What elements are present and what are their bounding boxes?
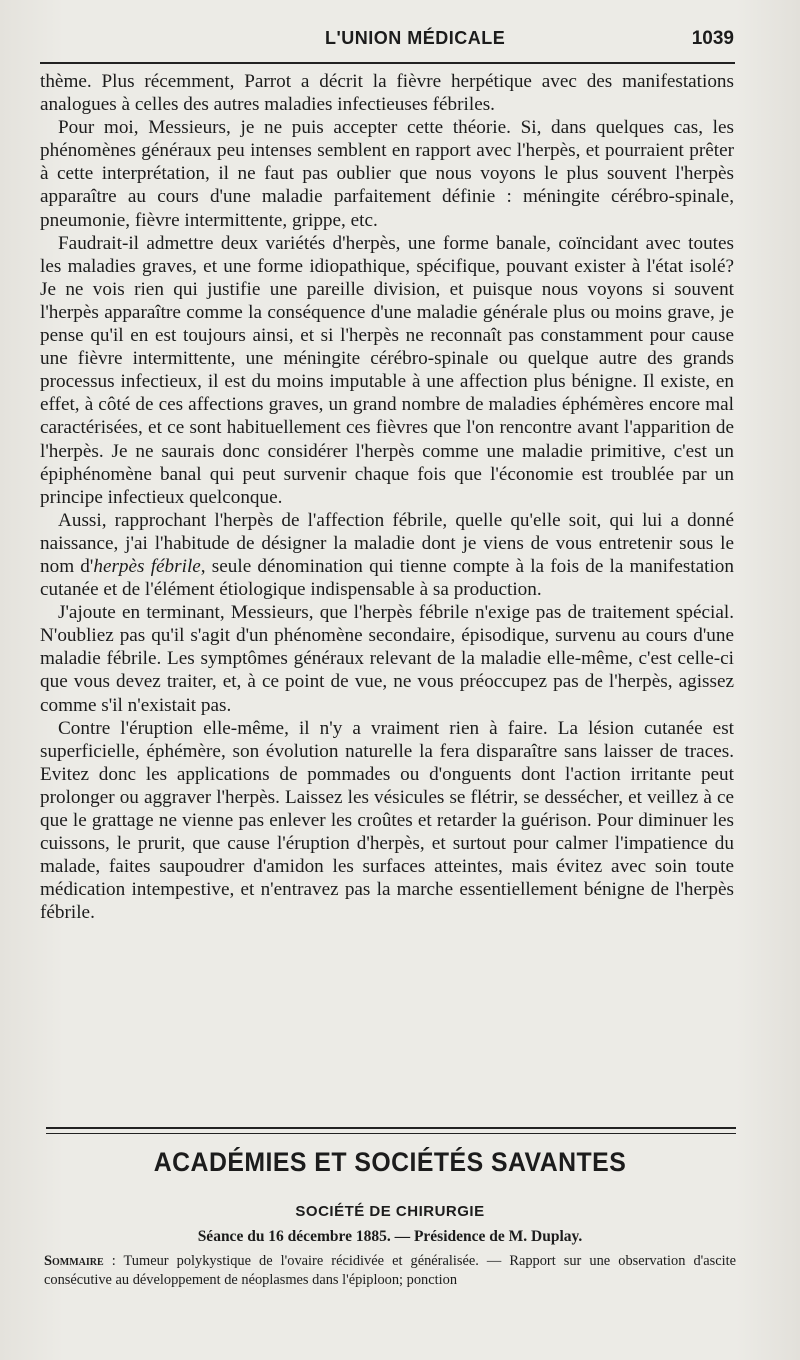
paragraph-6: Contre l'éruption elle-même, il n'y a vraiment rien à faire. La lésion cutanée est superficielle, éphémère, son évolution naturelle la fera disparaître sans laisser de traces. Evitez donc les applications de pommades ou d'onguents dont l'action irritante peut prolonger ou aggraver l'herpès. Laissez les vésicules se flétrir, se dessécher, et veillez à ce que le grattage ne vienne pas enlever les croûtes et retarder la guérison. Pour diminuer les cuissons, le prurit, que cause l'éruption d'herpès, et surtout pour calmer l'impatience du malade, faites saupoudrer d'amidon les surfaces atteintes, mais évitez avec soin toute médication intempestive, et n'entravez pas la marche essentiellement bénigne de l'herpès fébrile. [40, 717, 734, 924]
sommaire-label: Sommaire [44, 1253, 104, 1269]
section-divider-thin [46, 1133, 736, 1134]
section-divider-thick [46, 1127, 736, 1129]
society-name: SOCIÉTÉ DE CHIRURGIE [295, 1203, 485, 1220]
paragraph-2: Pour moi, Messieurs, je ne puis accepter cette théorie. Si, dans quelques cas, les phénomènes généraux peu intenses semblent en rapport avec l'herpès, et pourraient prêter à cette interprétation, il ne faut pas oublier que nous voyons le plus souvent l'herpès apparaître au cours d'une maladie parfaitement définie : méningite cérébro-spinale, pneumonie, fièvre intermittente, grippe, etc. [40, 117, 734, 231]
article-body [40, 70, 734, 924]
sommaire [44, 1252, 736, 1290]
section-heading: ACADÉMIES ET SOCIÉTÉS SAVANTES [153, 1147, 627, 1177]
paragraph-3: Faudrait-il admettre deux variétés d'herpès, une forme banale, coïncidant avec toutes les maladies graves, et une forme idiopathique, spécifique, pouvant exister à l'état isolé? Je ne vois rien qui justifie une pareille division, et puisque nous voyons si souvent l'herpès apparaître comme la conséquence d'une maladie générale plus ou moins grave, je pense qu'il en est toujours ainsi, et si l'herpès ne reconnaît pas constamment pour cause une fièvre intermittente, une méningite cérébro-spinale ou quelque autre des grands processus infectieux, il est du moins imputable à une affection plus bénigne. Il existe, en effet, à côté de ces affections graves, un grand nombre de maladies éphémères encore mal caractérisées, et ce sont habituellement ces fièvres que l'on rencontre avant l'apparition de l'herpès. Je ne saurais donc considérer l'herpès comme une maladie primitive, c'est un épiphénomène banal qui peut survenir chaque fois que l'économie est troublée par un principe infectieux quelconque. [40, 232, 734, 508]
paragraph-5: J'ajoute en terminant, Messieurs, que l'herpès fébrile n'exige pas de traitement spécial. N'oubliez pas qu'il s'agit d'un phénomène secondaire, épisodique, survenu au cours d'une maladie fébrile. Les symptômes généraux relevant de la maladie elle-même, c'est celle-ci que vous devez traiter, et, à ce point de vue, ne vous préoccupez pas de l'herpès, agissez comme s'il n'existait pas. [40, 602, 734, 716]
session-line: Séance du 16 décembre 1885. — Présidence de M. Duplay. [197, 1228, 583, 1245]
running-title: L'UNION MÉDICALE [325, 28, 506, 48]
term-herpes-febrile: herpès fébrile [93, 555, 201, 577]
paragraph-4-text-b: , seule dénomination qui tienne compte à la fois de la manifestation cutanée et de l'élément étiologique indispensable à sa production. [40, 555, 734, 601]
page-header [40, 24, 740, 58]
sommaire-text: : Tumeur polykystique de l'ovaire récidivée et généralisée. — Rapport sur une observation d'ascite consécutive au développement de néoplasmes dans l'épiploon; ponction [44, 1253, 736, 1288]
page-number: 1039 [691, 28, 734, 49]
paragraph-4-text-a: Aussi, rapprochant l'herpès de l'affection fébrile, quelle qu'elle soit, qui lui a donné naissance, j'ai l'habitude de désigner la maladie dont je viens de vous entretenir sous le nom d' [40, 509, 734, 577]
paragraph-4 [40, 509, 734, 601]
header-rule [40, 62, 735, 64]
paragraph-1: thème. Plus récemment, Parrot a décrit la fièvre herpétique avec des manifestations analogues à celles des autres maladies infectieuses fébriles. [40, 71, 734, 116]
